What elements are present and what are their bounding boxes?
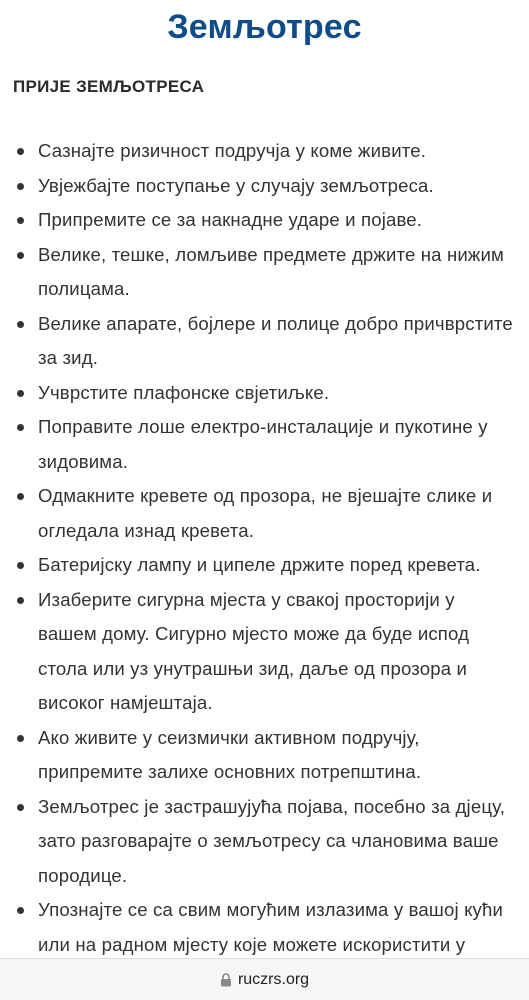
bullet-icon bbox=[17, 148, 24, 155]
list-item-text: Одмакните кревете од прозора, не вјешајте слике и огледала изнад кревета. bbox=[38, 485, 493, 541]
list-item-text: Батеријску лампу и ципеле држите поред кревета. bbox=[38, 554, 481, 575]
bullet-icon bbox=[17, 493, 24, 500]
page-title: Земљотрес bbox=[167, 8, 362, 46]
bullet-icon bbox=[17, 321, 24, 328]
list-item bbox=[0, 548, 529, 583]
list-item bbox=[0, 134, 529, 169]
bullet-icon bbox=[17, 252, 24, 259]
bullet-icon bbox=[17, 424, 24, 431]
list-item-text: Велике апарате, бојлере и полице добро причврстите за зид. bbox=[38, 312, 513, 368]
list-item bbox=[0, 238, 529, 307]
bullet-icon bbox=[17, 735, 24, 742]
list-item bbox=[0, 479, 529, 548]
list-item bbox=[0, 410, 529, 479]
list-item-text: Увјежбајте поступање у случају земљотреса. bbox=[38, 174, 434, 196]
list-item-text: Велике, тешке, ломљиве предмете држите на нижим полицама. bbox=[38, 243, 504, 299]
list-item bbox=[0, 893, 529, 958]
list-item bbox=[0, 790, 529, 894]
bullet-icon bbox=[17, 390, 24, 397]
bullet-icon bbox=[17, 907, 24, 914]
bullet-icon bbox=[17, 804, 24, 811]
bullet-icon bbox=[17, 217, 24, 224]
list-item-text: Поправите лоше електро-инсталације и пукотине у зидовима. bbox=[38, 416, 488, 472]
list-item-text: Земљотрес је застрашујућа појава, посебно за дјецу, зато разговарајте о земљотресу са члановима ваше породице. bbox=[38, 795, 506, 886]
list-item bbox=[0, 203, 529, 238]
list-item bbox=[0, 721, 529, 790]
list-item-text: Упознајте се са свим могућим излазима у вашој кући или на радном мјесту које можете искористити у bbox=[38, 899, 504, 955]
browser-address-bar[interactable] bbox=[0, 958, 529, 1000]
list-item-text: Ако живите у сеизмички активном подручју, припремите залихе основних потрепштина. bbox=[38, 726, 422, 782]
list-item bbox=[0, 307, 529, 376]
list-item-text: Сазнајте ризичност подручја у коме живите. bbox=[38, 140, 427, 161]
list-item-text: Изаберите сигурна мјеста у свакој просторији у вашем дому. Сигурно мјесто може да буде испод стола или уз унутрашњи зид, даље од прозора и високог намјештаја. bbox=[38, 588, 470, 713]
bullet-icon bbox=[17, 562, 24, 569]
list-item-text: Учврстите плафонске свјетиљке. bbox=[38, 381, 330, 403]
bullet-icon bbox=[17, 597, 24, 604]
lock-icon bbox=[220, 973, 232, 987]
list-item bbox=[0, 583, 529, 721]
list-item bbox=[0, 169, 529, 204]
list-item bbox=[0, 376, 529, 411]
advice-list bbox=[0, 134, 529, 958]
bullet-icon bbox=[17, 183, 24, 190]
url-display[interactable] bbox=[220, 971, 309, 989]
domain-text: ruczrs.org bbox=[237, 970, 310, 988]
list-item-text: Припремите се за накнадне ударе и појаве. bbox=[38, 209, 423, 230]
section-heading: ПРИЈЕ ЗЕМЉОТРЕСА bbox=[13, 77, 205, 96]
